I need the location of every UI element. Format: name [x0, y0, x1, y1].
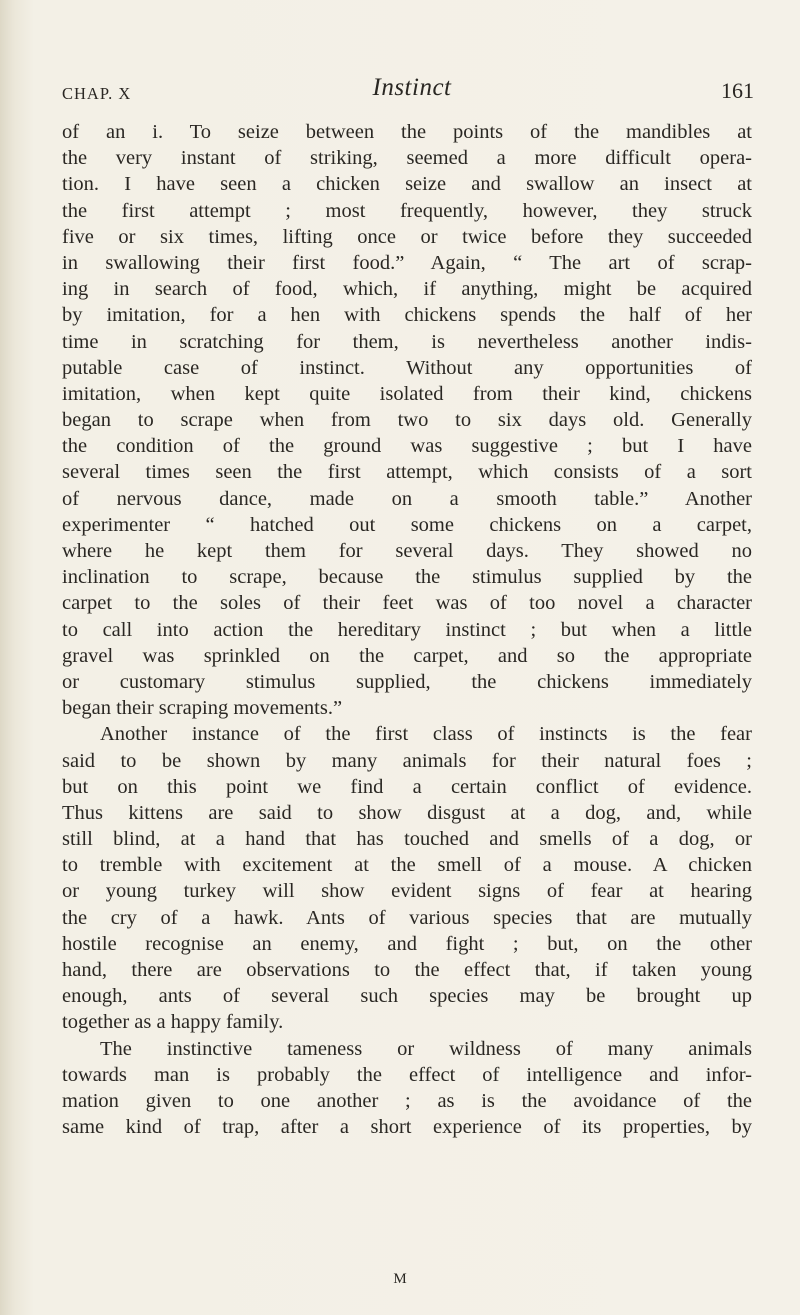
text-line: putable case of instinct. Without any opportunities of [62, 356, 752, 379]
text-line: the very instant of striking, seemed a more difficult opera- [62, 147, 752, 170]
text-line: hostile recognise an enemy, and fight ; but, on the other [62, 932, 752, 955]
text-line: together as a happy family. [62, 1011, 284, 1034]
text-line: ing in search of food, which, if anything, might be acquired [62, 278, 752, 301]
text-line: where he kept them for several days. They showed no [62, 540, 752, 562]
text-line: enough, ants of several such species may be brought up [62, 985, 752, 1008]
text-line: Thus kittens are said to show disgust at a dog, and, while [62, 801, 752, 824]
chapter-label: CHAP. X [62, 84, 132, 103]
text-line: of nervous dance, made on a smooth table.” Another [62, 487, 752, 510]
text-line: the condition of the ground was suggestive ; but I have [62, 435, 752, 458]
text-line: of an i. To seize between the points of the mandibles at [62, 121, 752, 143]
text-line: the first attempt ; most frequently, however, they struck [62, 199, 752, 222]
text-line: The instinctive tameness or wildness of many animals [100, 1037, 752, 1060]
text-line: tion. I have seen a chicken seize and swallow an insect at [62, 173, 752, 196]
text-line: or young turkey will show evident signs of fear at hearing [62, 880, 752, 903]
text-line: began to scrape when from two to six days old. Generally [62, 409, 752, 432]
signature-mark: M [393, 1271, 407, 1287]
text-line: same kind of trap, after a short experience of its properties, by [62, 1116, 752, 1139]
text-line: mation given to one another ; as is the avoidance of the [62, 1089, 752, 1112]
page-header [62, 74, 762, 110]
text-line: to tremble with excitement at the smell of a mouse. A chicken [62, 854, 752, 877]
text-line: the cry of a hawk. Ants of various species that are mutually [62, 906, 752, 929]
text-line: to call into action the hereditary instinct ; but when a little [62, 618, 752, 641]
text-line: towards man is probably the effect of intelligence and infor- [62, 1063, 752, 1086]
text-line: still blind, at a hand that has touched and smells of a dog, or [62, 828, 752, 851]
text-line: carpet to the soles of their feet was of too novel a character [62, 592, 752, 615]
text-line: Another instance of the first class of instincts is the fear [100, 723, 752, 746]
text-line: by imitation, for a hen with chickens spends the half of her [62, 304, 752, 327]
body-text [62, 119, 752, 1140]
text-line: gravel was sprinkled on the carpet, and so the appropriate [62, 644, 752, 667]
text-line: but on this point we find a certain conflict of evidence. [62, 775, 752, 798]
text-line: hand, there are observations to the effect that, if taken young [62, 959, 752, 981]
text-line: began their scraping movements.” [62, 697, 343, 720]
text-line: several times seen the first attempt, which consists of a sort [62, 461, 752, 484]
text-line: experimenter “ hatched out some chickens on a carpet, [62, 513, 752, 536]
text-line: said to be shown by many animals for their natural foes ; [62, 749, 752, 772]
text-line: in swallowing their first food.” Again, “ The art of scrap- [62, 251, 752, 274]
page-number: 161 [721, 78, 754, 103]
text-line: five or six times, lifting once or twice before they succeeded [62, 225, 752, 248]
text-line: imitation, when kept quite isolated from their kind, chickens [62, 382, 752, 405]
text-line: or customary stimulus supplied, the chickens immediately [62, 670, 752, 693]
text-line: time in scratching for them, is nevertheless another indis- [62, 330, 752, 353]
text-line: inclination to scrape, because the stimulus supplied by the [62, 566, 752, 589]
running-title: Instinct [372, 74, 452, 101]
